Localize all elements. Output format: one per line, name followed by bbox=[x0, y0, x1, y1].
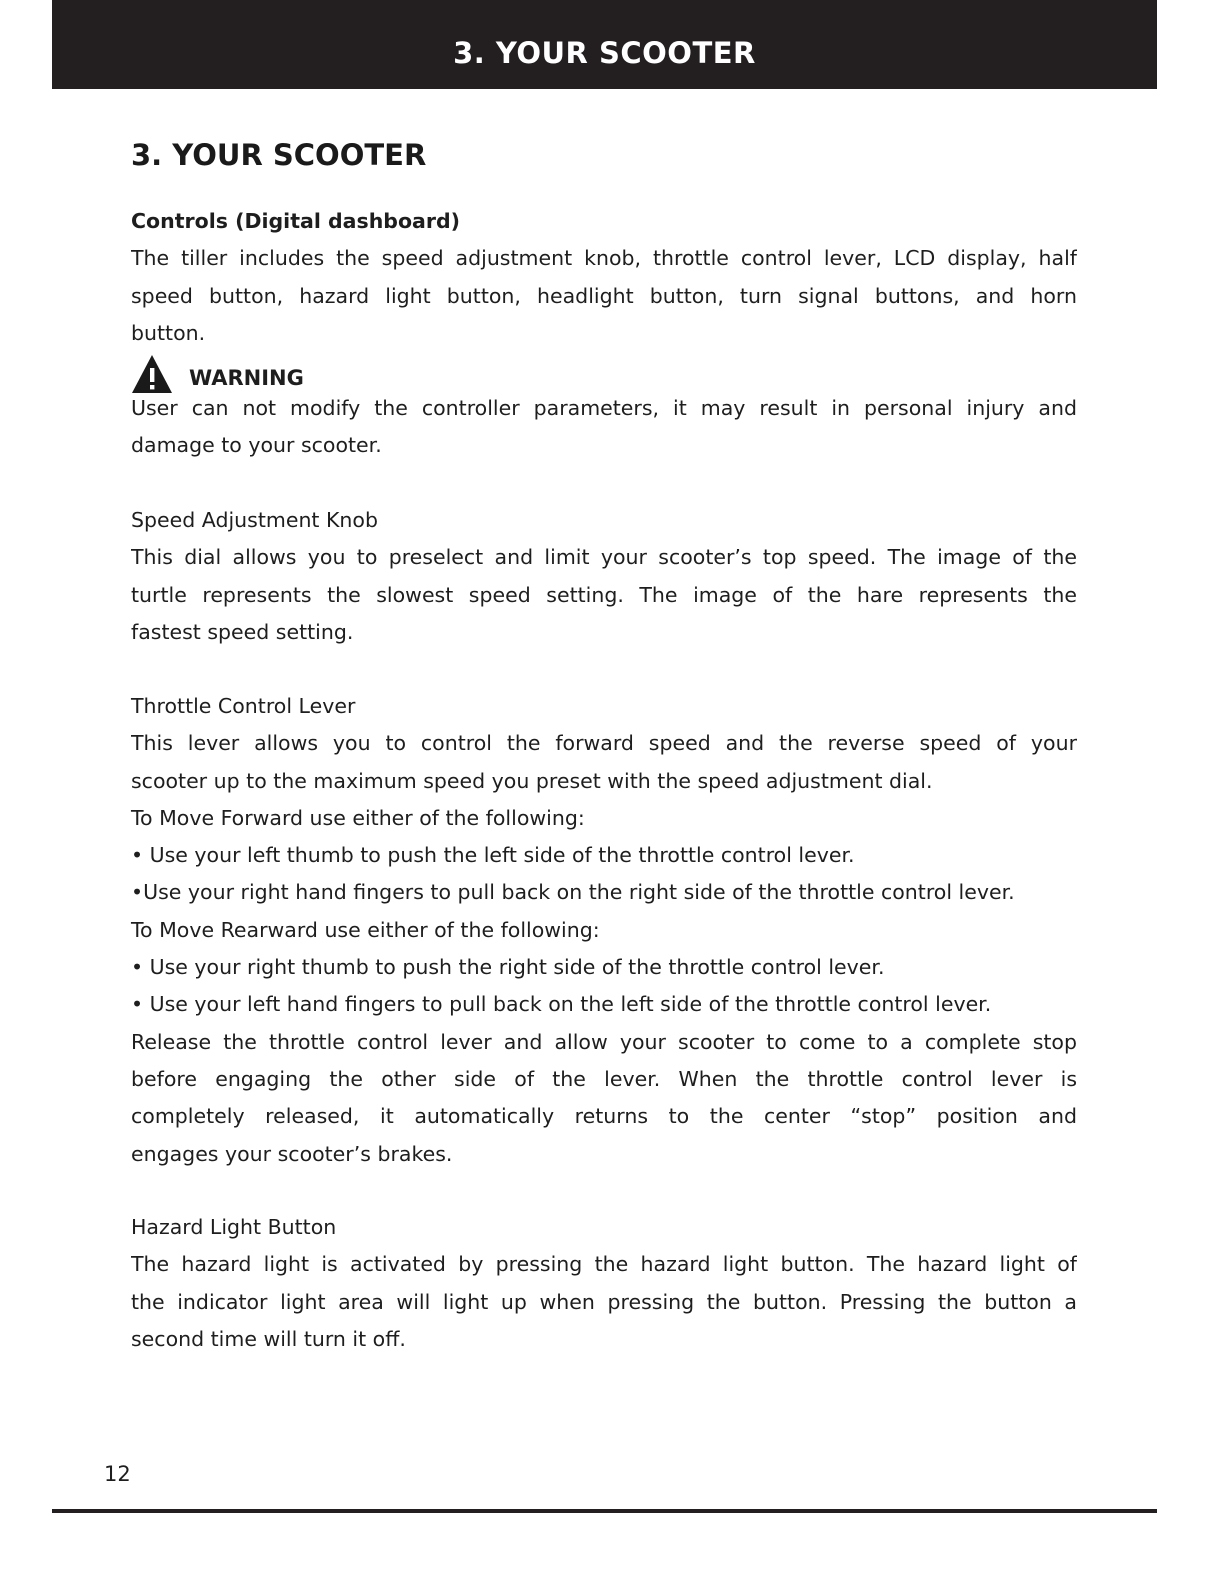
page-header-band bbox=[52, 0, 1157, 89]
hazard-line: The hazard light is activated by pressing the hazard light button. The hazard light of bbox=[131, 1252, 1077, 1277]
throttle-line: To Move Forward use either of the following: bbox=[131, 805, 585, 830]
footer-rule bbox=[52, 1509, 1157, 1513]
throttle-bullet: • Use your left thumb to push the left side of the throttle control lever. bbox=[131, 843, 855, 868]
page-title: 3. YOUR SCOOTER bbox=[131, 138, 427, 172]
speed-knob-line: fastest speed setting. bbox=[131, 619, 354, 644]
throttle-section bbox=[131, 688, 1077, 1173]
throttle-bullet: •Use your right hand fingers to pull back on the right side of the throttle control lever. bbox=[131, 880, 1015, 905]
throttle-bullet: • Use your left hand fingers to pull back on the left side of the throttle control lever. bbox=[131, 992, 992, 1017]
speed-knob-line: turtle represents the slowest speed setting. The image of the hare represents the bbox=[131, 582, 1077, 607]
throttle-bullet: • Use your right thumb to push the right side of the throttle control lever. bbox=[131, 955, 885, 980]
speed-knob-line: This dial allows you to preselect and limit your scooter’s top speed. The image of the bbox=[131, 545, 1077, 570]
warning-label: WARNING bbox=[189, 366, 304, 390]
hazard-line: second time will turn it off. bbox=[131, 1326, 406, 1351]
controls-line: The tiller includes the speed adjustment knob, throttle control lever, LCD display, half bbox=[131, 246, 1077, 271]
hazard-heading: Hazard Light Button bbox=[131, 1215, 337, 1239]
throttle-line: engages your scooter’s brakes. bbox=[131, 1141, 453, 1166]
throttle-line: Release the throttle control lever and allow your scooter to come to a complete stop bbox=[131, 1029, 1077, 1054]
controls-line: button. bbox=[131, 320, 206, 345]
controls-heading: Controls (Digital dashboard) bbox=[131, 209, 461, 233]
warning-line: User can not modify the controller parameters, it may result in personal injury and bbox=[131, 396, 1077, 420]
throttle-line: completely released, it automatically returns to the center “stop” position and bbox=[131, 1104, 1077, 1129]
header-title: 3. YOUR SCOOTER bbox=[453, 36, 756, 70]
throttle-line: To Move Rearward use either of the following: bbox=[131, 917, 600, 942]
speed-knob-heading: Speed Adjustment Knob bbox=[131, 508, 378, 532]
throttle-line: before engaging the other side of the lever. When the throttle control lever is bbox=[131, 1066, 1077, 1091]
throttle-line: scooter up to the maximum speed you preset with the speed adjustment dial. bbox=[131, 768, 933, 793]
warning-triangle-icon bbox=[131, 354, 173, 394]
speed-knob-section bbox=[131, 502, 1077, 651]
warning-line: damage to your scooter. bbox=[131, 433, 382, 458]
page-number: 12 bbox=[104, 1462, 131, 1486]
hazard-line: the indicator light area will light up when pressing the button. Pressing the button a bbox=[131, 1289, 1077, 1314]
hazard-section bbox=[131, 1209, 1077, 1358]
warning-section bbox=[131, 390, 1077, 465]
controls-line: speed button, hazard light button, headlight button, turn signal buttons, and horn bbox=[131, 283, 1077, 308]
controls-section bbox=[131, 203, 1077, 352]
throttle-heading: Throttle Control Lever bbox=[131, 694, 356, 718]
throttle-line: This lever allows you to control the forward speed and the reverse speed of your bbox=[131, 731, 1077, 756]
